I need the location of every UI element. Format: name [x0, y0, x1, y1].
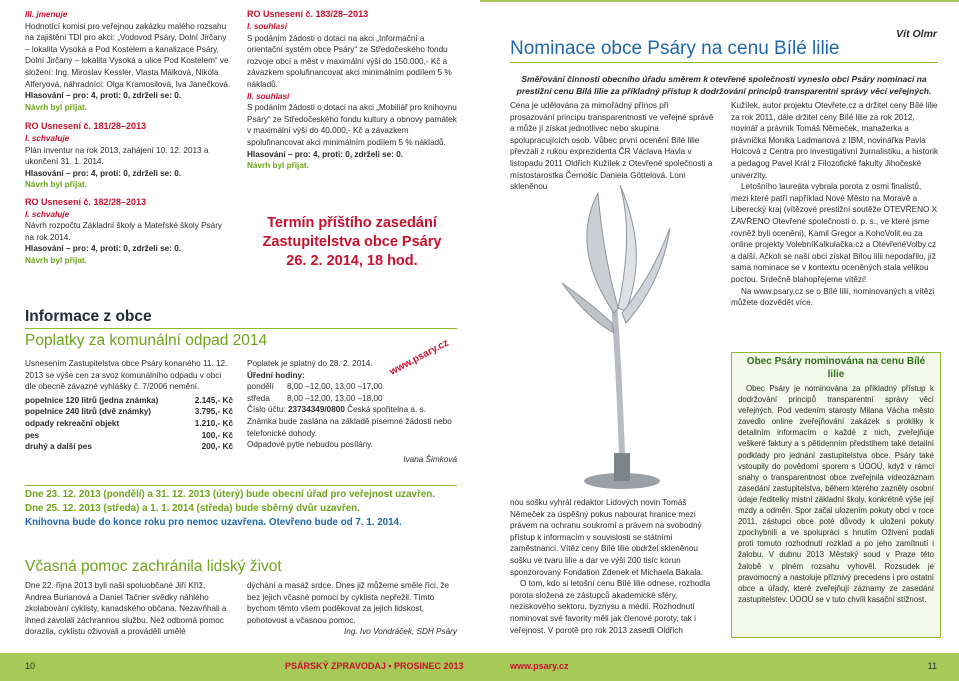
fees-note: Známka bude zaslána na základě písemné žádosti nebo telefonické dohody.	[247, 416, 452, 438]
lily-sculpture	[510, 183, 715, 493]
fees-note: Odpadové pytle nebudou posílány.	[247, 440, 373, 450]
box-title: Obec Psáry nominována na cenu Bílé lilie	[746, 356, 926, 380]
fees-right	[247, 358, 457, 465]
right-page	[480, 0, 959, 681]
sculpture-pedestal	[614, 453, 630, 481]
right-col-2	[731, 100, 939, 309]
hours-day: pondělí	[247, 382, 274, 392]
rescue-text: dýchání a masáž srdce. Dnes již můžeme směle říci, že bez jejich včasné pomoci by cyklista nepřežil. Tímto bychom těmto všem poděkovat za jejich lidskost, pohotovost a včasnou pomoc.	[247, 581, 450, 625]
item-heading: II. souhlasí	[247, 91, 290, 101]
divider	[25, 328, 457, 329]
fee-label: popelnice 240 litrů (dvě známky)	[25, 407, 152, 417]
page-number: 10	[25, 661, 36, 671]
fee-row	[25, 441, 233, 453]
paragraph: S podáním žádosti o dotaci na akci „Informační a orientační systém obce Psáry“ ze Středočeského fondu rozvoje obcí a měst v maximální výši do 150.000,- Kč a závazkem spolufinancovat akci minimálním podílem 5 % nákladů.	[247, 33, 452, 89]
hours-time: 8,00 –12,00, 13,00 –17,00	[287, 382, 383, 392]
article-author: Vít Olmr	[896, 28, 937, 40]
box-text: Obec Psáry je nominována za příkladný přístup k dodržování principů transparentní správy věcí veřejných. Pod vedením starosty Milana Vácha město zavedlo online zveřejňování zakázek s prokliky k detailním informacím o každé z nich, zveřejňuje veškeré faktury a s pětidenním předstihem také detailní podklady pro jednání zastupitelstva obce. Psáry také vstoupily do povědomí sporem s ÚOOÚ, když v rámci snahy o transparentnost obce zveřejnila videozáznam zasedání zastupitelstva, během kterého zazněly osobní údaje ředitelky mistní základní školy, konkrétně výše její mzdy a odměn. Spor začal ulozením pokuty obci v roce 2011, zástupci obce poté důvody k uložení pokuty zpochybnili a ve spolupráci s hnutím Oživení podali proti tomuto rozhodnutí rozklad a po jeho zamítnutí i žalobu. V dubnu 2013 Městský soud v Praze této žalobě v plném rozsahu vyhověl. Rozsudek je pravomocný a nastoluje příznivý precedens i pro ostatní obce a úřady, které zveřejňují záznamy ze zasedání zastupitelstev. ÚOOÚ se v tuto chvíli kasační stížnost.	[738, 384, 934, 604]
fee-row	[25, 418, 233, 430]
account-number: 23734349/0800	[287, 405, 345, 415]
web-stamp: www.psary.cz	[388, 337, 451, 378]
fee-label: pes	[25, 430, 40, 440]
account-bank: Česká spořitelna a. s.	[347, 405, 426, 415]
divider	[510, 62, 938, 63]
hours-row	[247, 381, 457, 393]
fees-table	[25, 395, 233, 453]
fee-row	[25, 430, 233, 442]
resolution-title: RO Usnesení č. 182/28–2013	[25, 196, 147, 207]
footer-title: PSÁRSKÝ ZPRAVODAJ • PROSINEC 2013	[285, 661, 464, 671]
sculpture-petal	[618, 185, 636, 311]
nomination-box	[731, 352, 941, 638]
account-line	[247, 404, 457, 416]
fee-label: popelnice 120 litrů (jedna známka)	[25, 395, 159, 405]
sculpture-stem	[614, 303, 622, 453]
meeting-line-1: Termín příštího zasedání	[267, 215, 437, 231]
sculpture-petal	[587, 193, 618, 313]
fee-row	[25, 395, 233, 407]
section-title: Informace z obce	[25, 308, 152, 325]
rescue-left: Dne 22. října 2013 byli naši spoluobčané Jiří Kříž, Andrea Burianová a Daniel Tačner svědky náhlého zkolabování cyklisty, kanadského občana. Nezavňhali a ihned zavolali záchrannou službu. Než odborná pomoc dorazila, cyklistu oživovali a prováděli umělé	[25, 581, 227, 637]
passed-line: Návrh byl přijat.	[25, 180, 87, 190]
rescue-right	[247, 580, 457, 638]
hours-day: středa	[247, 393, 270, 403]
page-number: 11	[927, 661, 937, 671]
right-col-1-bottom	[510, 497, 715, 636]
fee-price: 200,- Kč	[201, 442, 233, 452]
fee-label: druhý a další pes	[25, 442, 92, 452]
notice-library: Knihovna bude do konce roku pro nemoc uzavřena. Otevřeno bude od 7. 1. 2014.	[25, 517, 402, 528]
passed-line: Návrh byl přijat.	[247, 161, 309, 171]
fees-author: Ivana Šimková	[403, 454, 457, 464]
fees-intro: Usnesením Zastupitelstva obce Psáry konaného 11. 12. 2013 se výše cen za svoz komunálního odpadu v obci dle obecně závazné vyhlášky č. 7/2006 nemění.	[25, 359, 228, 392]
fee-price: 2.145,- Kč	[194, 395, 233, 405]
paragraph: nou sošku vyhrál redaktor Lidových novin Tomáš Němeček za úspěšný pokus nabourat hranice mezi právem na ochranu soukromí a právem na svobodný přístup k informacím v souvislosti se státními zaměstnanci. Vítěz ceny Bílé lilie obdržel skleněnou sošku ve tvaru lilie a dar ve výši 200 tisíc korun sponzorovaný Fondation Zdenek et Michaela Bakala.	[510, 498, 703, 577]
meeting-line-2: Zastupitelstva obce Psáry	[262, 234, 442, 250]
vote-line: Hlasování – pro: 4, proti: 0, zdrželi se: 0.	[25, 91, 182, 101]
divider	[25, 485, 457, 486]
office-notices	[25, 488, 457, 530]
right-col-1-top: Cena je udělována za mimořádný přínos při prosazování principu transparentnosti ve veřejné správě a může jí získat jednotlivec nebo skupina spolupracujících osob. Vůbec první ocenění Bílé lilie převzali z rukou exprezidenta ČR Václava Havla v listopadu 2011 Oldřich Kužílek z Otevřené společnosti a místostarostka Černošic Daniela Göttelová. Loni skleněnou	[510, 101, 714, 192]
item-heading: I. souhlasí	[247, 22, 288, 31]
left-column-2	[247, 9, 457, 172]
fee-label: odpady rekreační objekt	[25, 418, 120, 428]
meeting-line-3: 26. 2. 2014, 18 hod.	[286, 253, 418, 269]
rescue-title: Včasná pomoc zachránila lidský život	[25, 558, 282, 575]
passed-line: Návrh byl přijat.	[25, 255, 87, 265]
item-heading: I. schvaluje	[25, 209, 70, 219]
paragraph: Návrh rozpočtu Základní školy a Mateřské školy Psáry na rok 2014.	[25, 221, 223, 242]
fees-title: Poplatky za komunální odpad 2014	[25, 332, 268, 349]
vote-line: Hlasování – pro: 4, proti: 0, zdrželi se: 0.	[247, 149, 404, 159]
fees-left	[25, 358, 233, 453]
hours-row	[247, 393, 457, 405]
fees-due: Poplatek je splatný do 28. 2. 2014.	[247, 359, 373, 368]
meeting-box	[247, 214, 457, 271]
resolution-title: RO Usnesení č. 183/28–2013	[247, 9, 369, 19]
rescue-author: Ing. Ivo Vondráček, SDH Psáry	[343, 627, 457, 637]
account-prefix: Číslo účtu:	[247, 405, 286, 415]
notice-office: Dne 23. 12. 2013 (pondělí) a 31. 12. 2013 (úterý) bude obecní úřad pro veřejnost uzavřen.	[25, 489, 435, 500]
paragraph: O tom, kdo si letošní cenu Bílé lilie odnese, rozhodla porota složená ze zástupců akademické sféry, neziskového sektoru, byznysu a médií. Rozhodnutí nominovat své favority měli jak členové poroty, tak i veřejnost. V porotě pro rok 2013 zasedli Oldřich	[510, 579, 711, 635]
fee-price: 1.210,- Kč	[194, 418, 233, 428]
paragraph: Letošního laureáta vybrala porota z osmi finalistů, mezi které patří například Nové Město na Moravě a Liberecký kraj (vítězové prestižní soutěže OTEVŘENO X ZAVŘENO Otevřené společnosti o. p. s., ve které jsme rovněž byli oceněni), Kamil Gregor a KohoVolit.eu za online projekty VolebníKalkulačka.cz a OtevřenéVolby.cz a další. Ačkoli se naší obci získat Bílou lilii nepodařilo, již sama nominace se v kontextu oceněných stala velikou poctou. Srdečně blahopřejeme vítězi!	[731, 182, 938, 284]
paragraph: Na www.psary.cz se o Bílé lilii, nominovaných a vítězi můžete dozvědět více.	[731, 286, 935, 308]
paragraph: Kužílek, autor projektu Otevřete.cz a držitel ceny Bílé lilie za rok 2011, dále držitel ceny Bílé lilie za rok 2012, novinář a právník Tomáš Němeček, manažerka a právnička Monika Ladmanová z IBM, novinářka Pavla Holcová z Centra pro investigativní žurnalistiku, a historik a pedagog Pavel Král z Filozofické fakulty Jihočeské univerzity.	[731, 101, 939, 180]
lead: Směřování činnosti obecního úřadu směrem k otevřené společnosti vyneslo obci Psáry nominaci na prestižní cenu Bílá lilie za příkladný přístup k dodržování principů transparentní správy věcí veřejných.	[516, 74, 932, 96]
item-heading: III. jmenuje	[25, 10, 68, 19]
headline: Nominace obce Psáry na cenu Bílé lilie	[510, 38, 840, 59]
paragraph: Plán inventur na rok 2013, zahájení 10. 12. 2013 a ukončení 31. 1. 2014.	[25, 145, 209, 167]
paragraph: Hodnotící komisi pro veřejnou zakázku malého rozsahu na zajištění TDI pro akci: „Vodovod Psáry, Dolní Jirčany – lokalita Vysoká a Pod Kostelem a kanalizace Psáry, Dolní Jirčany – lokalita Vysoká a ulice Pod Kostelem“ ve složení: Ing. Miroslav Kessler, Vlasta Málková, Nikola Alferyová, náhradníci: Olga Kramosilová, Iva Janečková.	[25, 21, 231, 89]
item-heading: I. schvaluje	[25, 133, 70, 143]
footer-web: www.psary.cz	[510, 661, 569, 671]
fee-price: 3.795,- Kč	[194, 407, 233, 417]
vote-line: Hlasování – pro: 4, proti: 0, zdrželi se: 0.	[25, 168, 182, 178]
header-strip	[480, 0, 959, 2]
resolution-title: RO Usnesení č. 181/28–2013	[25, 121, 147, 132]
paragraph: S podáním žádosti o dotaci na akci „Mobiliář pro knihovnu Psáry“ ze Středočeského fondu kultury a obnovy památek v maximální výši do 40.000,- Kč a závazkem spolufinancovat akci minimálním podílem 5 % nákladů.	[247, 103, 457, 147]
notice-collection: Dne 25. 12. 2013 (středa) a 1. 1. 2014 (středa) bude sběrný dvůr uzavřen.	[25, 503, 360, 514]
fee-price: 100,- Kč	[201, 430, 233, 440]
hours-title: Úřední hodiny:	[247, 370, 305, 380]
fee-row	[25, 406, 233, 418]
vote-line: Hlasování – pro: 4, proti: 0, zdrželi se: 0.	[25, 244, 182, 254]
passed-line: Návrh byl přijat.	[25, 102, 87, 112]
left-column-1	[25, 9, 233, 266]
hours-time: 8,00 –12,00, 13,00 –18,00	[287, 393, 383, 403]
